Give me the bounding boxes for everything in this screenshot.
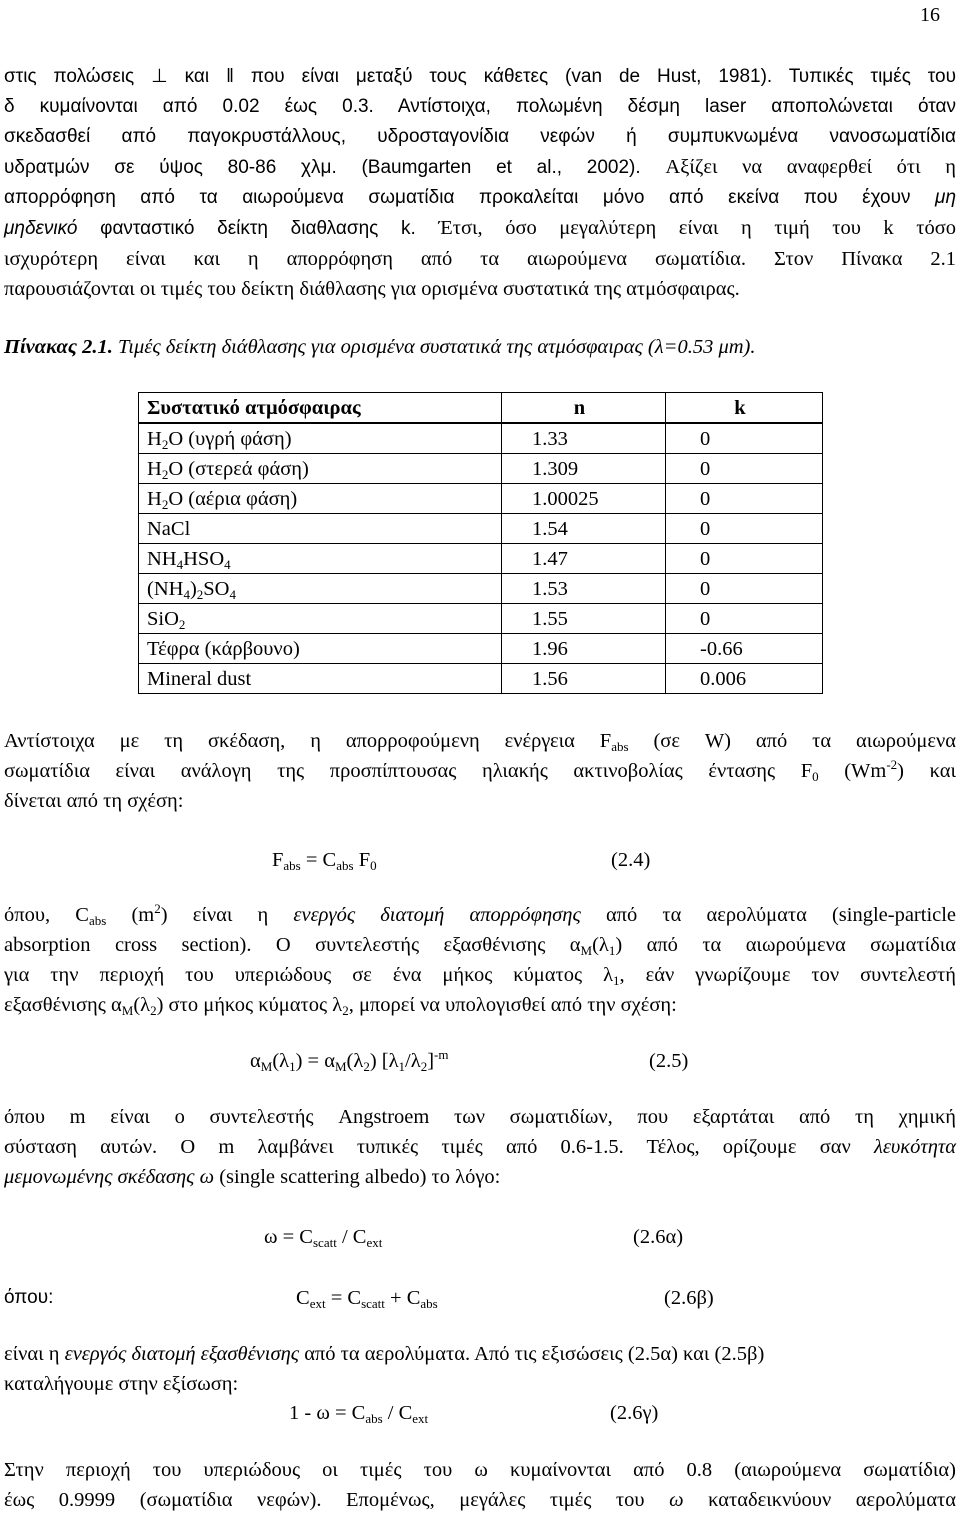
cell-k: 0.006 <box>666 664 823 694</box>
paragraph-angstroem <box>4 1102 956 1192</box>
text-line: όπου m είναι ο συντελεστής Angstroem των σωματιδίων, που εξαρτάται από τη χημική <box>4 1106 956 1128</box>
cell-component: NaCl <box>139 514 502 544</box>
cell-n: 1.309 <box>502 454 666 484</box>
table-caption-label: Πίνακας 2.1. <box>4 336 113 358</box>
header-n: n <box>502 393 666 424</box>
text-line: είναι η ενεργός διατομή εξασθένισης από τα αερολύματα. Από τις εξισώσεις (2.5α) και (2.5β) <box>4 1343 765 1365</box>
table-row <box>139 574 823 604</box>
text-line: Στην περιοχή του υπεριώδους οι τιμές του ω κυμαίνονται από 0.8 (αιωρούμενα σωματίδια) <box>4 1459 956 1481</box>
header-k: k <box>666 393 823 424</box>
text-line: ισχυρότερη είναι και η απορρόφηση από τα αιωρούμενα σωματίδια. Στον Πίνακα 2.1 <box>4 248 956 270</box>
paragraph-cross-section <box>4 900 956 1020</box>
cell-k: 0 <box>666 514 823 544</box>
italic-text: μη <box>935 187 957 208</box>
cell-k: 0 <box>666 454 823 484</box>
equation-number: (2.5) <box>649 1050 689 1072</box>
cell-k: 0 <box>666 574 823 604</box>
equation-2-5: $\alpha_M(\lambda_1) = \alpha_M(\lambda_2)$ $[\lambda_1/\lambda_2]^{-m}$ <box>250 1047 449 1074</box>
table-header-row <box>139 393 823 424</box>
cell-k: 0 <box>666 604 823 634</box>
cell-k: 0 <box>666 423 823 454</box>
italic-text: μηδενικό <box>4 218 78 239</box>
cell-n: 1.54 <box>502 514 666 544</box>
cell-n: 1.96 <box>502 634 666 664</box>
cell-component: $H_2O$ (αέρια φάση) <box>139 484 502 514</box>
table-caption-text: Τιμές δείκτη διάθλασης για ορισμένα συστατικά της ατμόσφαιρας (λ=0.53 μm). <box>118 336 756 358</box>
cell-component: $(NH_4)_2SO_4$ <box>139 574 502 604</box>
paragraph-absorption <box>4 726 956 816</box>
equation-2-6b: $C_{ext} = C_{scatt} + C_{abs}$ <box>296 1287 438 1311</box>
text-line: Αντίστοιχα με τη σκέδαση, η απορροφούμενη ενέργεια $F_{abs}$ (σε W) από τα αιωρούμενα <box>4 730 957 754</box>
text-line <box>4 152 956 183</box>
table-row <box>139 544 823 574</box>
cell-n: 1.53 <box>502 574 666 604</box>
refractive-index-table <box>138 392 823 694</box>
text-line: στις πολώσεις ⊥ και ‖ που είναι μεταξύ τους κάθετες (van de Hust, 1981). Τυπικές τιμές του <box>4 66 956 87</box>
header-component: Συστατικό ατμόσφαιρας <box>139 393 502 424</box>
table-caption <box>4 332 756 362</box>
equation-number: (2.4) <box>611 849 651 871</box>
equation-label: όπου: <box>4 1287 54 1308</box>
cell-component: $H_2O$ (στερεά φάση) <box>139 454 502 484</box>
paragraph-extinction <box>4 1339 956 1399</box>
text-line: σύσταση αυτών. Ο m λαμβάνει τυπικές τιμές από 0.6-1.5. Τέλος, ορίζουμε σαν λευκότητα <box>4 1136 956 1158</box>
text-line: σωματίδια είναι ανάλογη της προσπίπτουσας ηλιακής ακτινοβολίας έντασης $F_0$ $(Wm^{-2})$ και <box>4 757 956 784</box>
equation-number: (2.6β) <box>664 1287 714 1309</box>
cell-component: Τέφρα (κάρβουνο) <box>139 634 502 664</box>
cell-component: Mineral dust <box>139 664 502 694</box>
cell-component: $NH_4HSO_4$ <box>139 544 502 574</box>
text-line: absorption cross section). Ο συντελεστής εξασθένισης $\alpha_M(\lambda_1)$ από τα αιωρούμενα σωματίδια <box>4 934 957 958</box>
paragraph-intro <box>4 62 956 304</box>
equation-2-6g: $1 - \omega = C_{abs} / C_{ext}$ <box>289 1402 429 1426</box>
cell-n: 1.33 <box>502 423 666 454</box>
text-fragment: Αξίζει να αναφερθεί ότι η <box>665 156 957 178</box>
table-row <box>139 484 823 514</box>
cell-n: 1.55 <box>502 604 666 634</box>
text-line: σκεδασθεί από παγοκρυστάλλους, υδροσταγονίδια νεφών ή συμπυκνωμένα νανοσωματίδια <box>4 126 956 147</box>
table-row <box>139 604 823 634</box>
text-line: εξασθένισης $\alpha_M(\lambda_2)$ στο μήκος κύματος $\lambda_2$, μπορεί να υπολογισθεί από την σχέση: <box>4 994 677 1018</box>
text-fragment: υδρατμών σε ύψος 80-86 χλμ. (Baumgarten et al., 2002). <box>4 157 641 178</box>
cell-k: 0 <box>666 484 823 514</box>
text-line: δ κυμαίνονται από 0.02 έως 0.3. Αντίστοιχα, πολωμένη δέσμη laser αποπολώνεται όταν <box>4 96 956 117</box>
page-number: 16 <box>920 4 940 26</box>
text-line: όπου, $C_{abs}$ $(m^2)$ είναι η ενεργός διατομή απορρόφησης από τα αερολύματα (single-particle <box>4 901 957 928</box>
table-row <box>139 664 823 694</box>
table-row <box>139 514 823 544</box>
text-line: καταλήγουμε στην εξίσωση: <box>4 1373 239 1395</box>
text-fragment: Έτσι, όσο μεγαλύτερη είναι η τιμή του k τόσο <box>438 217 956 239</box>
text-fragment: φανταστικό δείκτη διαθλασης k. <box>100 218 416 239</box>
text-line: δίνεται από τη σχέση: <box>4 790 184 812</box>
equation-number: (2.6α) <box>633 1226 684 1248</box>
text-line: μεμονωμένης σκέδασης ω (single scattering albedo) το λόγο: <box>4 1166 501 1188</box>
table-row <box>139 634 823 664</box>
equation-2-4: $F_{abs} = C_{abs}$ $F_0$ <box>272 849 377 873</box>
cell-n: 1.56 <box>502 664 666 694</box>
paragraph-albedo-range <box>4 1455 956 1515</box>
text-line: παρουσιάζονται οι τιμές του δείκτη διάθλασης για ορισμένα συστατικά της ατμόσφαιρας. <box>4 278 740 300</box>
text-line: για την περιοχή του υπεριώδους σε ένα μήκος κύματος $\lambda_1$, εάν γνωρίζουμε τον συντελεστή <box>4 964 956 988</box>
cell-component: $H_2O$ (υγρή φάση) <box>139 423 502 454</box>
text-line: έως 0.9999 (σωματίδια νεφών). Επομένως, μεγάλες τιμές του ω καταδεικνύουν αερολύματα <box>4 1489 957 1511</box>
table-row <box>139 423 823 454</box>
text-fragment: απορρόφηση από τα αιωρούμενα σωματίδια προκαλείται μόνο από εκείνα που έχουν <box>4 187 911 208</box>
cell-k: -0.66 <box>666 634 823 664</box>
equation-number: (2.6γ) <box>610 1402 659 1424</box>
equation-2-6a: $\omega = C_{scatt} / C_{ext}$ <box>264 1226 383 1250</box>
cell-component: SiO$_2$ <box>139 604 502 634</box>
text-line <box>4 183 956 213</box>
cell-n: 1.47 <box>502 544 666 574</box>
table-row <box>139 454 823 484</box>
cell-n: 1.00025 <box>502 484 666 514</box>
text-line <box>4 213 956 244</box>
cell-k: 0 <box>666 544 823 574</box>
